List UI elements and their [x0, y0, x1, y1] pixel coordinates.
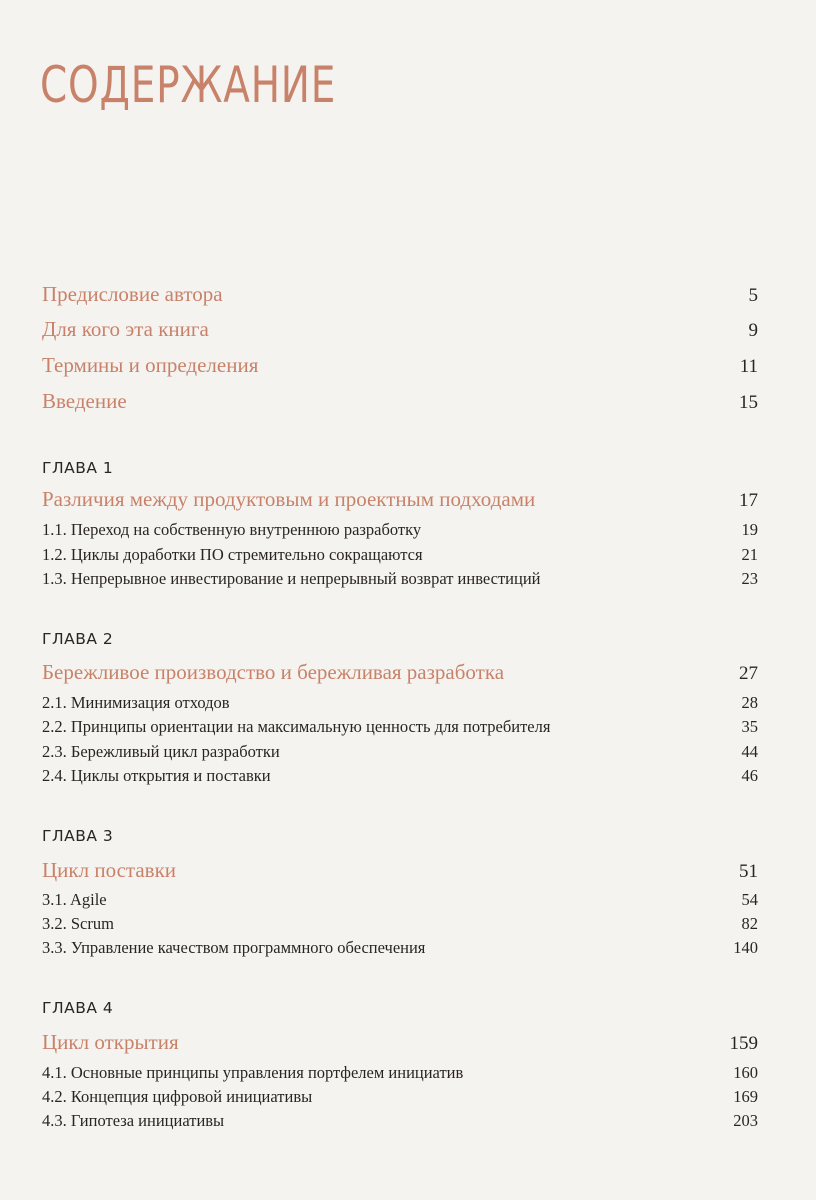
toc-entry-page: 51 [739, 861, 758, 882]
toc-entry-label: 2.1. Минимизация отходов [42, 693, 230, 712]
toc-entry-label: 4.1. Основные принципы управления портфелем инициатив [42, 1063, 464, 1082]
toc-entry-page: 17 [739, 490, 758, 511]
toc-entry-page: 9 [748, 320, 758, 341]
toc-entry-label: 1.1. Переход на собственную внутреннюю разработку [42, 520, 422, 539]
toc-entry-label: Различия между продуктовым и проектным подходами [42, 487, 536, 511]
page-title: СОДЕРЖАНИЕ [40, 56, 337, 114]
toc-entry-terms[interactable] [42, 353, 758, 378]
toc-entry-page: 28 [741, 693, 758, 712]
toc-entry-page: 19 [741, 520, 758, 539]
toc-entry-label: 2.2. Принципы ориентации на максимальную ценность для потребителя [42, 717, 551, 736]
toc-entry-page: 160 [733, 1063, 758, 1082]
toc-entry-label: 3.1. Agile [42, 890, 107, 909]
toc-entry-label: 1.2. Циклы доработки ПО стремительно сокращаются [42, 545, 423, 564]
toc-entry-introduction[interactable] [42, 389, 758, 414]
section-3-3[interactable] [42, 938, 758, 958]
toc-entry-page: 23 [741, 569, 758, 588]
chapter-3-title[interactable] [42, 858, 758, 883]
toc-entry-page: 46 [741, 766, 758, 785]
section-4-3[interactable] [42, 1111, 758, 1131]
section-2-4[interactable] [42, 766, 758, 786]
section-2-3[interactable] [42, 742, 758, 762]
toc-entry-audience[interactable] [42, 317, 758, 342]
chapter-4-heading: ГЛАВА 4 [42, 999, 114, 1017]
toc-entry-page: 159 [729, 1033, 758, 1054]
toc-entry-label: Предисловие автора [42, 282, 223, 306]
section-3-2[interactable] [42, 914, 758, 934]
toc-entry-page: 21 [741, 545, 758, 564]
section-1-1[interactable] [42, 520, 758, 540]
toc-entry-label: Цикл поставки [42, 858, 177, 882]
toc-entry-label: 4.3. Гипотеза инициативы [42, 1111, 225, 1130]
toc-entry-page: 35 [741, 717, 758, 736]
toc-entry-label: 4.2. Концепция цифровой инициативы [42, 1087, 313, 1106]
chapter-1-heading: ГЛАВА 1 [42, 459, 114, 477]
toc-entry-label: 2.3. Бережливый цикл разработки [42, 742, 280, 761]
toc-entry-page: 11 [739, 356, 758, 377]
toc-entry-preface[interactable] [42, 282, 758, 307]
section-4-2[interactable] [42, 1087, 758, 1107]
toc-entry-page: 140 [733, 938, 758, 957]
toc-entry-label: 3.3. Управление качеством программного обеспечения [42, 938, 426, 957]
chapter-4-title[interactable] [42, 1030, 758, 1055]
section-2-2[interactable] [42, 717, 758, 737]
toc-entry-label: 2.4. Циклы открытия и поставки [42, 766, 271, 785]
toc-entry-page: 44 [741, 742, 758, 761]
toc-entry-page: 54 [741, 890, 758, 909]
section-3-1[interactable] [42, 890, 758, 910]
toc-entry-label: 3.2. Scrum [42, 914, 114, 933]
chapter-1-title[interactable] [42, 487, 758, 512]
toc-entry-page: 27 [739, 663, 758, 684]
toc-entry-label: Термины и определения [42, 353, 259, 377]
toc-entry-page: 5 [748, 285, 758, 306]
toc-entry-page: 15 [739, 392, 758, 413]
section-1-3[interactable] [42, 569, 758, 589]
toc-entry-label: Цикл открытия [42, 1030, 179, 1054]
toc-entry-label: 1.3. Непрерывное инвестирование и непрерывный возврат инвестиций [42, 569, 541, 588]
toc-entry-page: 169 [733, 1087, 758, 1106]
toc-entry-page: 203 [733, 1111, 758, 1130]
section-1-2[interactable] [42, 545, 758, 565]
toc-entry-label: Для кого эта книга [42, 317, 209, 341]
toc-entry-page: 82 [741, 914, 758, 933]
chapter-2-heading: ГЛАВА 2 [42, 630, 114, 648]
chapter-3-heading: ГЛАВА 3 [42, 827, 114, 845]
toc-entry-label: Введение [42, 389, 127, 413]
section-4-1[interactable] [42, 1063, 758, 1083]
toc-entry-label: Бережливое производство и бережливая разработка [42, 660, 505, 684]
section-2-1[interactable] [42, 693, 758, 713]
chapter-2-title[interactable] [42, 660, 758, 685]
